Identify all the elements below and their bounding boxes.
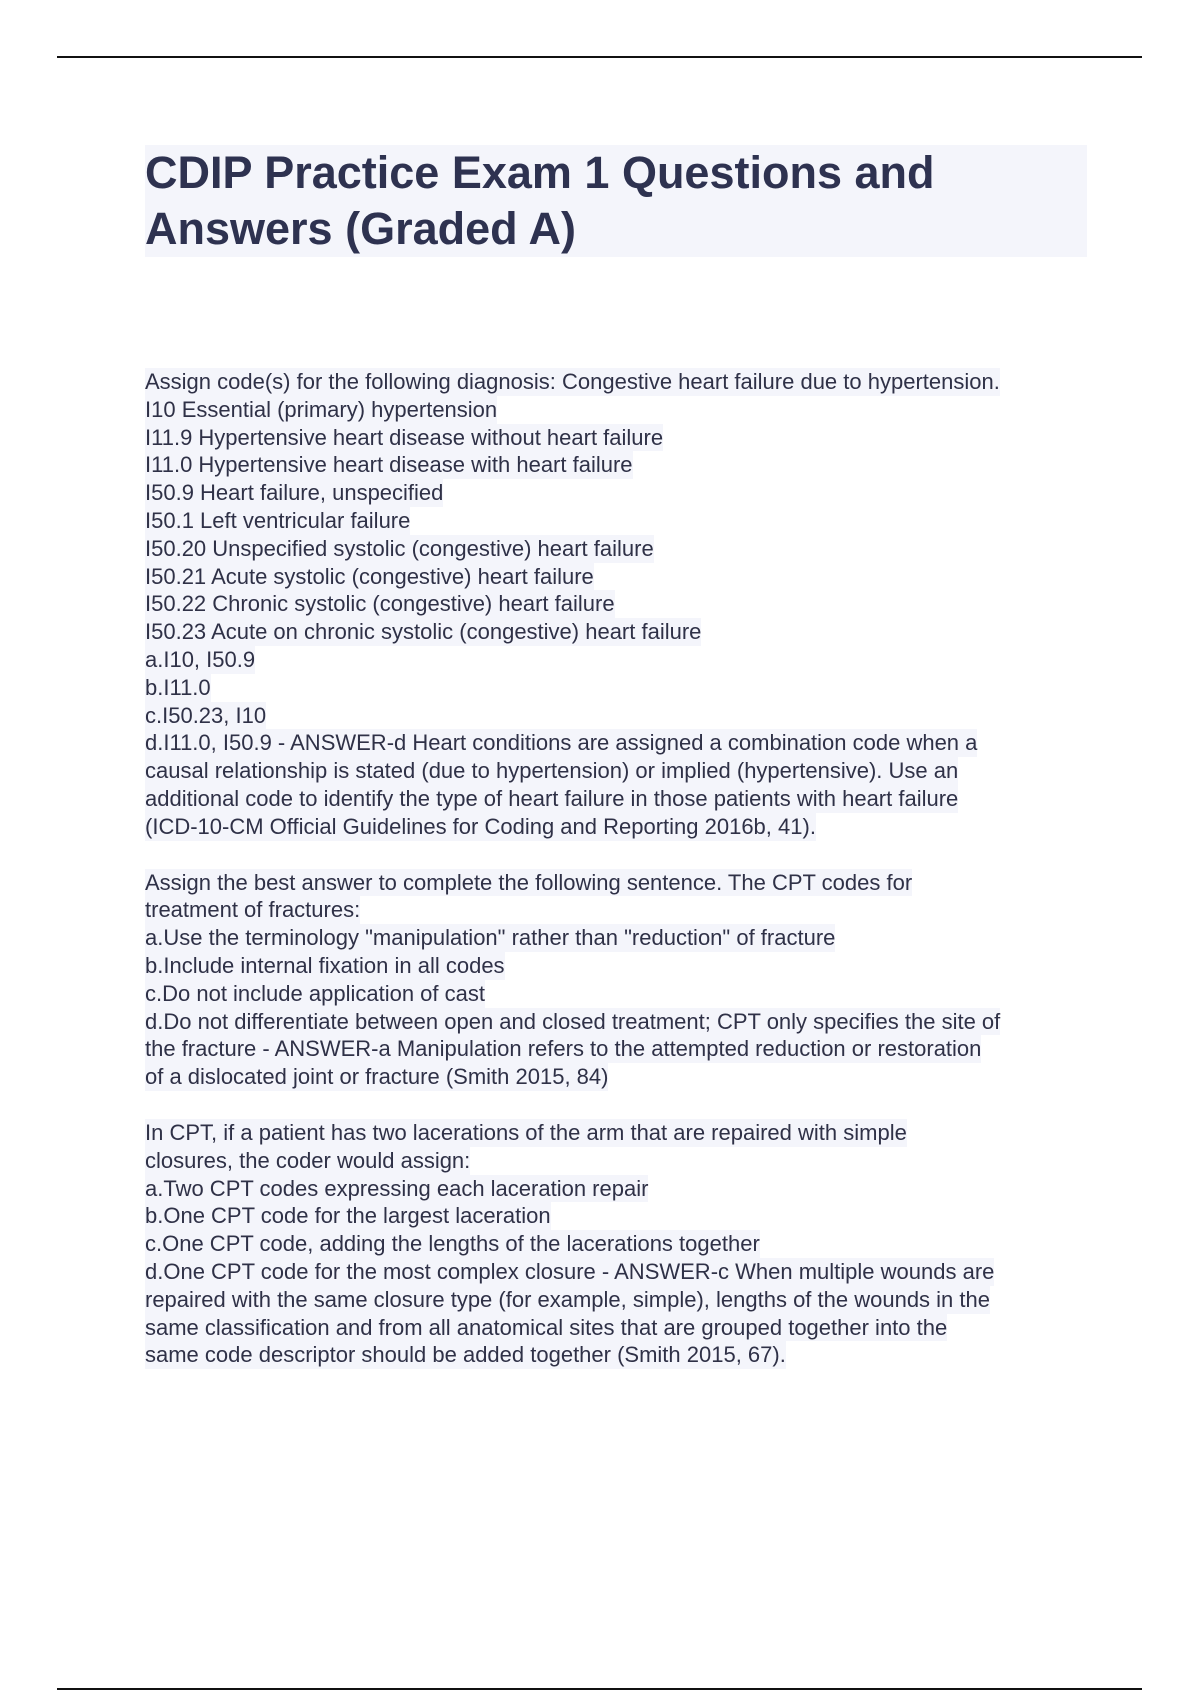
text-line: In CPT, if a patient has two lacerations of the arm that are repaired with simple [145, 1119, 907, 1145]
answer-option-d: d.One CPT code for the most complex closure - ANSWER-c When multiple wounds are [145, 1258, 995, 1284]
answer-option-b: b.One CPT code for the largest laceration [145, 1203, 551, 1229]
text-line: I50.1 Left ventricular failure [145, 507, 411, 533]
answer-explanation: causal relationship is stated (due to hypertension) or implied (hypertensive). Use an [145, 758, 959, 784]
question-block-1 [145, 368, 1105, 841]
document-body [145, 368, 1105, 1397]
text-line: I50.21 Acute systolic (congestive) heart failure [145, 563, 594, 589]
answer-explanation: same code descriptor should be added together (Smith 2015, 67). [145, 1342, 786, 1368]
answer-option-a: a.Two CPT codes expressing each laceration repair [145, 1175, 649, 1201]
text-line: I50.20 Unspecified systolic (congestive) heart failure [145, 535, 654, 561]
answer-explanation: same classification and from all anatomical sites that are grouped together into the [145, 1314, 948, 1340]
text-line: I10 Essential (primary) hypertension [145, 396, 498, 422]
question-block-3 [145, 1119, 1105, 1369]
answer-option-a: a.Use the terminology "manipulation" rather than "reduction" of fracture [145, 925, 836, 951]
answer-option-b: b.I11.0 [145, 674, 211, 700]
answer-option-a: a.I10, I50.9 [145, 646, 256, 672]
answer-explanation: repaired with the same closure type (for example, simple), lengths of the wounds in the [145, 1286, 990, 1312]
text-line: I50.23 Acute on chronic systolic (congestive) heart failure [145, 619, 702, 645]
answer-option-c: c.I50.23, I10 [145, 702, 267, 728]
text-line: I50.22 Chronic systolic (congestive) heart failure [145, 591, 615, 617]
text-line: I11.9 Hypertensive heart disease without heart failure [145, 424, 664, 450]
answer-option-c: c.One CPT code, adding the lengths of the lacerations together [145, 1231, 760, 1257]
question-block-2 [145, 869, 1105, 1091]
document-title: CDIP Practice Exam 1 Questions and Answers (Graded A) [145, 147, 935, 254]
bottom-rule [57, 1688, 1142, 1690]
answer-option-d: d.Do not differentiate between open and closed treatment; CPT only specifies the site of [145, 1008, 1001, 1034]
answer-explanation: of a dislocated joint or fracture (Smith 2015, 84) [145, 1064, 609, 1090]
text-line: treatment of fractures: [145, 897, 361, 923]
answer-option-c: c.Do not include application of cast [145, 980, 485, 1006]
text-line: Assign code(s) for the following diagnosis: Congestive heart failure due to hypertension. [145, 369, 1000, 394]
text-line: closures, the coder would assign: [145, 1147, 471, 1173]
answer-explanation: the fracture - ANSWER-a Manipulation refers to the attempted reduction or restoration [145, 1036, 982, 1062]
text-line: I11.0 Hypertensive heart disease with heart failure [145, 452, 633, 478]
text-line: I50.9 Heart failure, unspecified [145, 480, 444, 506]
answer-option-d: d.I11.0, I50.9 - ANSWER-d Heart conditions are assigned a combination code when a [145, 730, 978, 756]
top-rule [57, 56, 1142, 58]
text-line: Assign the best answer to complete the following sentence. The CPT codes for [145, 869, 913, 895]
title-block [145, 145, 1087, 257]
answer-explanation: (ICD-10-CM Official Guidelines for Coding and Reporting 2016b, 41). [145, 813, 816, 839]
answer-option-b: b.Include internal fixation in all codes [145, 952, 505, 978]
answer-explanation: additional code to identify the type of heart failure in those patients with heart failure [145, 785, 959, 811]
